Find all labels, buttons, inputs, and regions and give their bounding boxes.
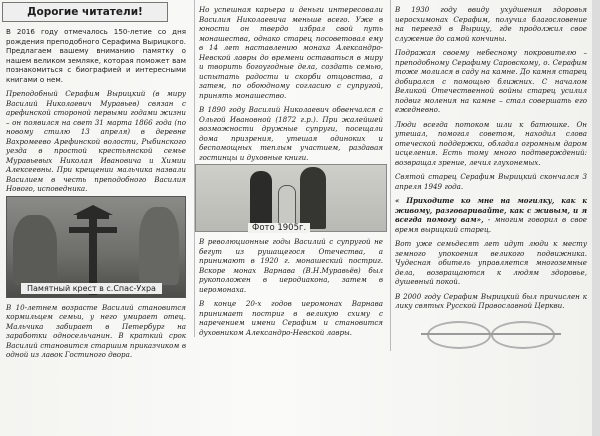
tree-shape	[139, 207, 179, 285]
left-column	[2, 0, 190, 360]
career-paragraph: Но успешная карьера и деньги интересовали Василия Николаевича меньше всего. Уже в юности он твердо избрал свой путь монашества, однако старец посоветовал ему в 14 лет наставлению монаха Александро-Невской лавры до времени оставаться в миру и творить богоугодные дела, создать семью, испытать радости и скорби отцовства, а затем, по обоюдному согласию с супругой, принять монашество.	[199, 5, 383, 100]
person-figure	[250, 171, 272, 229]
right-column	[390, 0, 591, 351]
person-figure	[300, 167, 326, 229]
family-photo	[195, 164, 387, 232]
marriage-paragraph: В 1890 году Василий Николаевич обвенчался с Ольгой Ивановной (1872 г.р.). При жалейшей возможности дружные супруги, посещали дома призрения, утешая одиноких и беспомощных теплым участием, раздавая гостинцы и духовные книги.	[199, 105, 383, 162]
death-paragraph: Святой старец Серафим Вырицкий скончался 3 апреля 1949 года.	[395, 172, 587, 191]
canonization-paragraph: В 2000 году Серафим Вырицкий был причислен к лику святых Русской Православной Церкви.	[395, 291, 587, 310]
memorial-cross-photo	[6, 196, 186, 298]
schema-paragraph: В конце 20-х годов иеромонах Варнава принимает постриг в великую схиму с наречением имени Серафим и становится духовником Александро-Невской лавры.	[199, 299, 383, 337]
quote-paragraph	[391, 196, 591, 234]
revolution-paragraph: В революционные годы Василий с супругой не бегут из рушащегося Отечества, а принимают в 1920 г. монашеский постриг. Вскоре монах Варнава (В.Н.Муравьёв) был рукоположен в иеродиакона, затем в иеромонаха.	[199, 237, 383, 294]
quote-text: « Приходите ко мне на могилку, как к живому, разговаривайте, как с живым, и я всегда помогу вам»,	[395, 196, 587, 224]
leaflet-title: Дорогие читатели!	[2, 2, 168, 22]
cross-bar	[69, 227, 117, 233]
tree-shape	[13, 215, 57, 285]
intro-paragraph: В 2016 году отмечалось 150-летие со дня рождения преподобного Серафима Вырицкого. Предлагаем вашему вниманию памятку о нашем великом земляке, которая поможет вам познакомиться с биографией и интересными книгами о нем.	[6, 27, 186, 84]
prayer-paragraph: Подражая своему небесному покровителю – преподобному Серафиму Саровскому, о. Серафим тоже молился в саду на камне. До камня старец добирался с помощью ближних. С началом Великой Отечественной войны старец усилил подвиг моления на камне – стал совершать его ежедневно.	[395, 48, 587, 114]
biography-paragraph: Преподобный Серафим Вырицкий (в миру Василий Николаевич Муравьев) связан с арефинской стороной первыми годами жизни – он появился на свет 31 марта 1866 года (по новому стилю 13 апреля) в деревне Вахромеево Арефинской волости, Рыбинского уезда в простой крестьянской семье Муравьевых Николая Ивановича и Химии Алексеевны. При крещении мальчика назвали Василием в честь преподобного Василия Нового, исповедника.	[6, 89, 186, 193]
decorative-ornament-icon	[411, 315, 571, 351]
middle-column	[194, 0, 387, 337]
childhood-paragraph: В 10-летнем возрасте Василий становится кормильцем семьи, у него умирает отец. Мальчика забирает в Петербург на заработки односельчанин. В краткий срок Василий становится старшим приказчиком в одной из лавок Гостиного двора.	[6, 302, 186, 359]
family-photo-caption: Фото 1905г.	[248, 223, 310, 233]
cross-photo-caption: Памятный крест в с.Спас-Ухра	[21, 283, 162, 294]
seventy-years-paragraph: Вот уже семьдесят лет идут люди к месту земного упокоения великого подвижника. Чудесная обитель управляется многоземные дела, возвращаются к людям здоровье, душевный покой.	[395, 239, 587, 286]
vyritsa-paragraph: В 1930 году ввиду ухудшения здоровья иеросхимонах Серафим, получил благословение на переезд в Вырицу, где продолжил свое служение до самой кончины.	[395, 5, 587, 43]
quote-tail: - многим говорил в свое время вырицкий старец.	[395, 215, 587, 234]
people-paragraph: Люди всегда потоком шли к батюшке. Он утешал, помогал советом, находил слова отеческой поддержки, обладал огромным даром исцеления. Есть тому много подтверждений: возвращал зрение, лечил глухонемых.	[395, 119, 587, 167]
